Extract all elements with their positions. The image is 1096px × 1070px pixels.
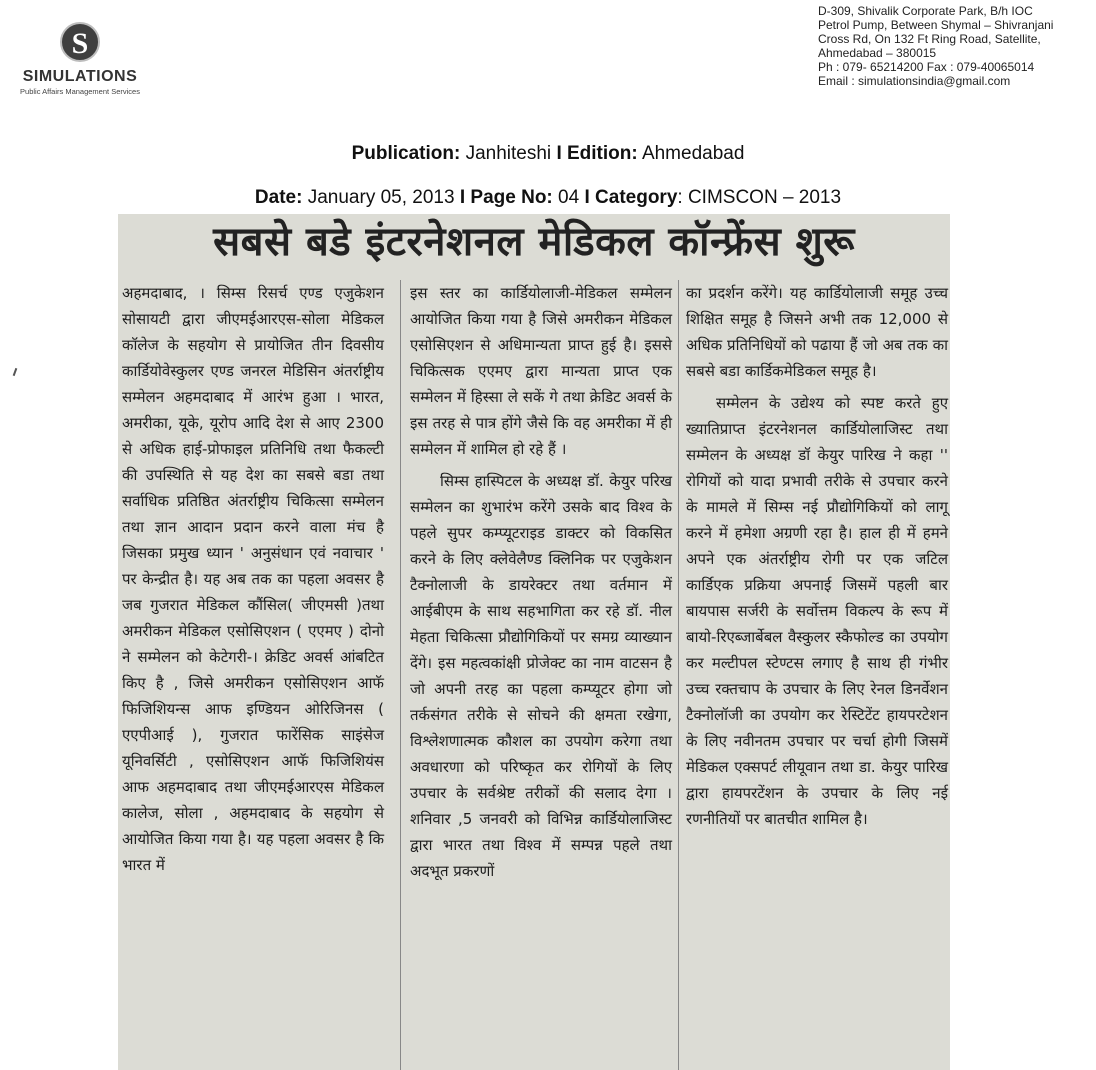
column-divider — [400, 280, 401, 1070]
category-value: : CIMSCON – 2013 — [677, 187, 842, 208]
publication-line — [0, 143, 1096, 165]
column-divider — [678, 280, 679, 1070]
page-value: 04 — [558, 187, 580, 208]
publication-value: Janhiteshi — [465, 143, 552, 164]
address-line: Ahmedabad – 380015 — [818, 46, 937, 60]
article-headline: सबसे बडे इंटरनेशनल मेडिकल कॉन्फ्रेंस शुरू — [213, 219, 855, 265]
date-label: Date: — [254, 187, 303, 208]
logo — [0, 22, 160, 96]
edition-value: Ahmedabad — [641, 143, 745, 164]
publication-label: Publication: — [351, 143, 461, 164]
separator: I — [584, 187, 590, 208]
category-label: Category — [595, 187, 678, 208]
edition-label: Edition: — [567, 143, 638, 164]
separator: I — [459, 187, 466, 208]
page-label: Page No: — [470, 187, 553, 208]
newspaper-clipping — [118, 214, 950, 1070]
date-line — [0, 187, 1096, 209]
date-value: January 05, 2013 — [307, 187, 455, 208]
logo-s-icon: S — [60, 22, 100, 62]
email-line: Email : simulationsindia@gmail.com — [818, 74, 1011, 88]
article-column-2 — [410, 280, 672, 884]
scan-speck — [13, 368, 18, 376]
logo-tagline: Public Affairs Management Services — [20, 87, 140, 96]
address-line: Petrol Pump, Between Shymal – Shivranjani — [818, 18, 1054, 32]
address-block — [818, 4, 1094, 88]
paragraph: अहमदाबाद, । सिम्स रिसर्च एण्ड एजुकेशन सोसायटी द्वारा जीएमईआरएस-सोला मेडिकल कॉलेज के सहयोग से प्रायोजित तीन दिवसीय कार्डियोवेस्कुलर एण्ड जनरल मेडिसिन अंतर्राष्ट्रीय सम्मेलन अहमदाबाद में आरंभ हुआ । भारत, अमरीका, यूके, यूरोप आदि देश से आए 2300 से अधिक हाई-प्रोफाइल प्रतिनिधि तथा फैकल्टी की उपस्थिति से यह देश का सबसे बडा तथा सर्वाधिक प्रतिष्ठित अंतर्राष्ट्रीय चिकित्सा सम्मेलन तथा ज्ञान आदान प्रदान करने वाला मंच है जिसका प्रमुख ध्यान ' अनुसंधान एवं नवाचार ' पर केन्द्रीत है। यह अब तक का पहला अवसर है जब गुजरात मेडिकल कौंसिल( जीएमसी )तथा अमरीकन मेडिकल एसोसिएशन ( एएमए ) दोनो ने सम्मेलन को केटेगरी-। क्रेडिट अवर्स आंबटित किए है , जिसे अमरीकन एसोसिएशन आफॅ फिजिशियन्स आफ इण्डियन ओरिजिनस ( एएपीआई ), गुजरात फारेंसिक साइंसेज यूनिवर्सिटी , एसोसिएशन आफॅ फिजिशियंस आफ अहमदाबाद तथा जीएमईआरएस मेडिकल कालेज, सोला , अहमदाबाद के सहयोग से आयोजित किया गया है। यह पहला अवसर है कि भारत में — [122, 284, 384, 874]
paragraph: इस स्तर का कार्डियोलाजी-मेडिकल सम्मेलन आयोजित किया गया है जिसे अमरीकन मेडिकल एसोसिएशन से अधिमान्यता प्राप्त हुई है। इससे चिकित्सक एएमए द्वारा मान्यता प्राप्त एक सम्मेलन में हिस्सा ले सकें गे तथा क्रेडिट अवर्स के इस तरह से पात्र होंगे जैसे कि वह अमरीका में ही सम्मेलन में शामिल हो रहे हैं । — [410, 284, 672, 458]
paragraph: का प्रदर्शन करेंगे। यह कार्डियोलाजी समूह उच्च शिक्षित समूह है जिसने अभी तक 12,000 से अधिक प्रतिनिधियों को पढाया हैं जो अब तक का सबसे बडा कार्डिकमेडिकल समूह है। — [686, 284, 948, 380]
phone-fax-line: Ph : 079- 65214200 Fax : 079-40065014 — [818, 60, 1035, 74]
paragraph: सिम्स हास्पिटल के अध्यक्ष डॉ. केयुर परिख सम्मेलन का शुभारंभ करेंगे उसके बाद विश्व के पहले सुपर कम्प्यूटराइड डाक्टर को विकसित करने के लिए क्लेवेलैण्ड क्लिनिक पर एजुकेशन टैक्नोलाजी के डायरेक्टर तथा वर्तमान में आईबीएम के साथ सहभागिता कर रहे डॉ. नील मेहता चिकित्सा प्रौद्योगिकियों पर समग्र व्याख्यान देंगे। इस महत्वकांक्षी प्रोजेक्ट का नाम वाटसन है जो अपनी तरह का पहला कम्प्यूटर होगा जो तर्कसंगत तरीके से सोचने की क्षमता रखेगा, विश्लेशणात्मक कौशल का उपयोग करेगा तथा अवधारणा को परिष्कृत कर रोगियों के लिए उपचार के सर्वश्रेष्ट तरीकों की सलाद देगा । शनिवार ,5 जनवरी को विभिन्न कार्डियोलाजिस्ट द्वारा भारत तथा विश्व में सम्पन्न पहले तथा अदभूत प्रकरणों — [410, 472, 672, 880]
separator: I — [556, 143, 562, 164]
paragraph: सम्मेलन के उद्येश्य को स्पष्ट करते हुए ख्यातिप्राप्त इंटरनेशनल कार्डियोलाजिस्ट तथा सम्मेलन के अध्यक्ष डॉ केयुर पारिख ने कहा '' रोगियों को यादा प्रभावी तरीके से उपचार करने के मामले में सिम्स नई प्रौद्योगिकियों को लागू करने में हमेशा अग्रणी रहा है। हाल ही में हमने अपने एक अंतर्राष्ट्रीय रोगी पर एक जटिल कार्डिएक प्रक्रिया अपनाई जिसमें पहली बार बायपास सर्जरी के सर्वोत्तम विकल्प के रूप में बायो-रिएब्जार्बेबल वैस्कुलर स्कैफोल्ड का उपयोग कर मल्टीपल स्टेण्टस लगाए है साथ ही गंभीर उच्च रक्तचाप के उपचार के लिए रेनल डिनर्वेशन टैक्नोलॉजी का उपयोग कर रेस्टिटेंट हायपरटेशन के लिए नवीनतम उपचार पर चर्चा होगी जिसमें मेडिकल एक्सपर्ट लीयूवान तथा डा. केयुर पारिख द्वारा हायपरटेंशन के उपचार के लिए नई रणनीतियों पर बातचीत शामिल है। — [686, 394, 948, 828]
article-column-1 — [122, 280, 384, 878]
address-line: Cross Rd, On 132 Ft Ring Road, Satellite, — [818, 32, 1041, 46]
article-column-3 — [686, 280, 948, 832]
logo-name: SIMULATIONS — [22, 68, 138, 85]
address-line: D-309, Shivalik Corporate Park, B/h IOC — [818, 4, 1033, 18]
